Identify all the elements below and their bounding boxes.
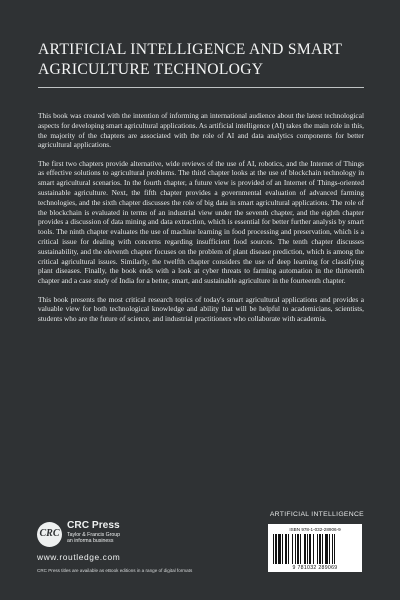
logo-text: CRC [39, 528, 60, 539]
publisher-group: Taylor & Francis Group [67, 532, 121, 538]
isbn-text: ISBN 978-1-032-28906-9 [289, 527, 341, 532]
description-paragraph-2: The first two chapters provide alternative, wide reviews of the use of AI, robotics, and the Internet of Things as effective solutions to agricultural problems. The third chapter looks at the use of blockchain technology in smart agricultural scenarios. In the fourth chapter, a future view is provided of an Internet of Things-oriented sustainable agriculture. Next, the fifth chapter provides a governmental evaluation of advanced farming technologies, and the sixth chapter discusses the role of big data in smart agricultural applications. The role of the blockchain is evaluated in terms of an industrial view under the seventh chapter, and the eighth chapter provides a discussion of data mining and data extraction, which is essential for better further analysis by smart tools. The ninth chapter evaluates the use of machine learning in food processing and preservation, which is a critical issue for dealing with concerns regarding insufficient food sources. The tenth chapter discusses sustainability, and the eleventh chapter focuses on the problem of plant disease prediction, which is among the critical agricultural issues. Similarly, the twelfth chapter considers the use of deep learning for classifying plant diseases. Finally, the book ends with a look at cyber threats to farming automation in the thirteenth chapter and a case study of India for a better, smart, and sustainable agriculture in the fourteenth chapter. [38, 158, 364, 286]
title-divider [38, 87, 364, 88]
book-title: ARTIFICIAL INTELLIGENCE AND SMART AGRICULTURE TECHNOLOGY [38, 41, 342, 78]
description-paragraph-1: This book was created with the intention of informing an international audience about the latest technological aspects for developing smart agricultural applications. As artificial intelligence (AI) takes the main role in this, the majority of the chapters are associated with the role of AI and data analytics components for better agricultural applications. [38, 111, 364, 150]
publisher-block [67, 520, 120, 545]
publisher-name: CRC Press [67, 520, 120, 531]
publisher-tagline: an informa business [67, 538, 114, 545]
barcode-area [268, 524, 362, 572]
series-label: ARTIFICIAL INTELLIGENCE [269, 511, 364, 518]
crc-logo-icon [37, 522, 62, 547]
ebook-footnote: CRC Press titles are available as eBook editions in a range of digital formats [37, 568, 193, 573]
book-description [38, 111, 364, 332]
description-paragraph-3: This book presents the most critical research topics of today's smart agricultural applications and provides a valuable view for both technological knowledge and ability that will be helpful to academicians, scientists, students who are the future of science, and industrial practitioners who collaborate with academia. [38, 294, 364, 324]
publisher-website: www.routledge.com [37, 552, 121, 562]
barcode-digits: 9 781032 289069 [292, 565, 338, 571]
barcode-icon [273, 534, 357, 564]
